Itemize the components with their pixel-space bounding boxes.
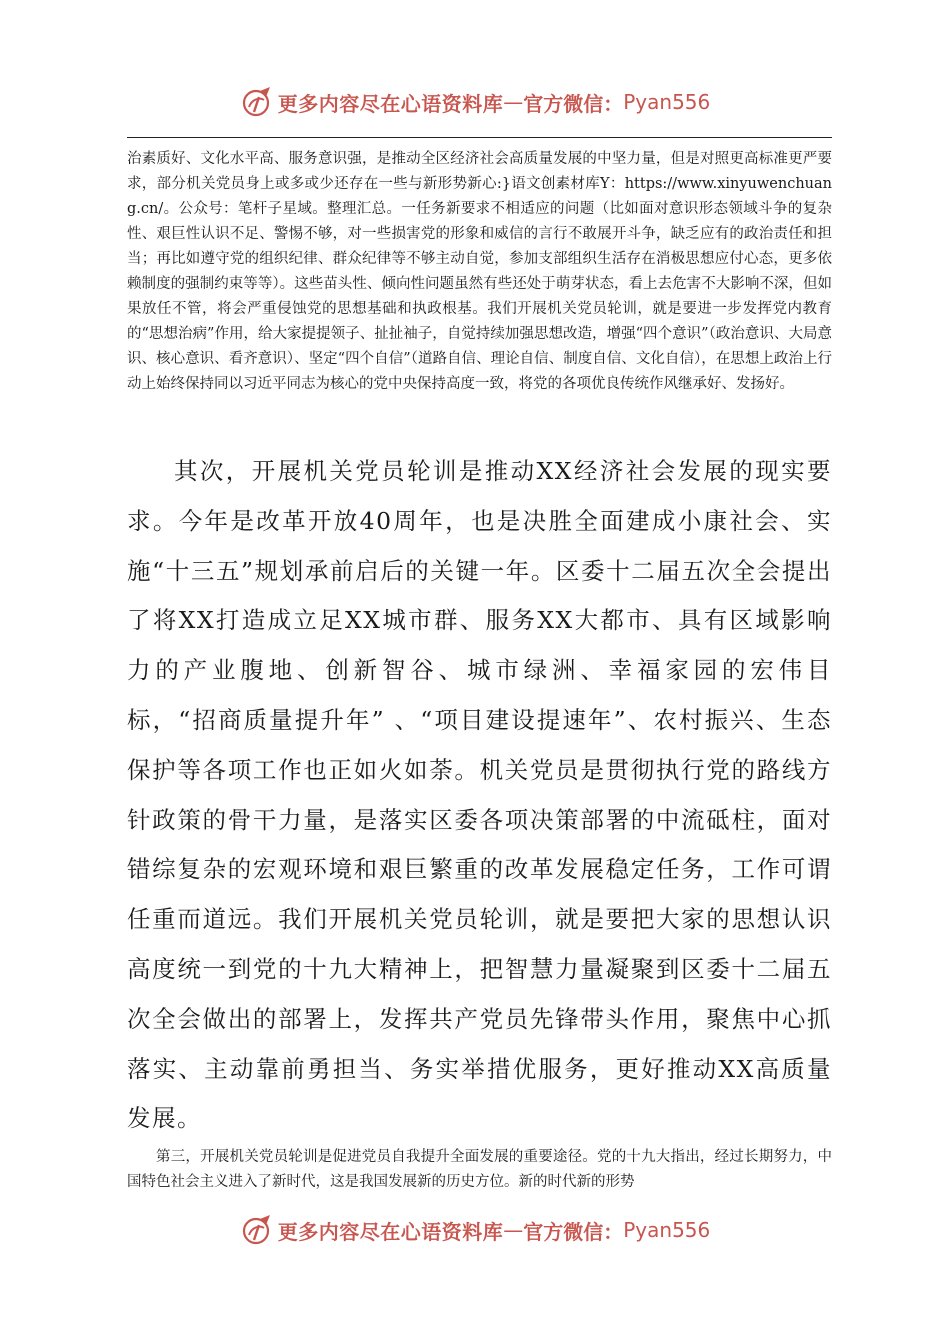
paragraph-2: 其次，开展机关党员轮训是推动XX经济社会发展的现实要求。今年是改革开放40周年，也是决胜全面建成小康社会、实施“十三五”规划承前启后的关键一年。区委十二届五次全会提出了将XX打造成立足XX城市群、服务XX大都市、具有区域影响力的产业腹地、创新智谷、城市绿洲、幸福家园的宏伟目标，“招商质量提升年” 、“项目建设提速年”、农村振兴、生态保护等各项工作也正如火如荼。机关党员是贯彻执行党的路线方针政策的骨干力量，是落实区委各项决策部署的中流砥柱，面对错综复杂的宏观环境和艰巨繁重的改革发展稳定任务，工作可谓任重而道远。我们开展机关党员轮训，就是要把大家的思想认识高度统一到党的十九大精神上，把智慧力量凝聚到区委十二届五次全会做出的部署上，发挥共产党员先锋带头作用，聚焦中心抓落实、主动靠前勇担当、务实举措优服务，更好推动XX高质量发展。 [127,457,832,1133]
paragraph-1: 治素质好、文化水平高、服务意识强，是推动全区经济社会高质量发展的中坚力量，但是对照更高标准更严要求，部分机关党员身上或多或少还存在一些与新形势新心:}语文创素材库Y：https://www.xinyuwenchuang.cn/。公众号：笔杆子星域。整理汇总。一任务新要求不相适应的问题（比如面对意识形态领域斗争的复杂性、艰巨性认识不足、警惕不够，对一些损害党的形象和威信的言行不敢展开斗争，缺乏应有的政治责任和担当；再比如遵守党的组织纪律、群众纪律等不够主动自觉，参加支部组织生活存在消极思想应付心态，更多依赖制度的强制约束等等）。这些苗头性、倾向性问题虽然有些还处于萌芽状态，看上去危害不大影响不深，但如果放任不管，将会严重侵蚀党的思想基础和执政根基。我们开展机关党员轮训，就是要进一步发挥党内教育的“思想治病”作用，给大家提提领子、扯扯袖子，自觉持续加强思想改造，增强“四个意识”（政治意识、大局意识、核心意识、看齐意识）、坚定“四个自信”（道路自信、理论自信、制度自信、文化自信），在思想上政治上行动上始终保持同以习近平同志为核心的党中央保持高度一致，将党的各项优良传统作风继承好、发扬好。 [127,151,832,392]
banner-wechat-id: Pyan556 [623,90,711,114]
pen-logo-icon [240,85,274,119]
banner-text: 更多内容尽在心语资料库 [277,1219,504,1244]
banner-dash: — [503,90,524,114]
banner-suffix: 官方微信： [523,91,624,116]
paragraph-3: 第三，开展机关党员轮训是促进党员自我提升全面发展的重要途径。党的十九大指出，经过长期努力，中国特色社会主义进入了新时代，这是我国发展新的历史方位。新的时代新的形势 [127,1149,832,1190]
banner-text: 更多内容尽在心语资料库 [277,91,504,116]
header-divider [127,137,832,138]
banner-suffix: 官方微信： [523,1219,624,1244]
footer-banner [0,1212,950,1248]
pen-logo-icon [240,1213,274,1247]
banner-wechat-id: Pyan556 [623,1218,711,1242]
header-banner [0,84,950,120]
banner-dash: — [503,1218,524,1242]
